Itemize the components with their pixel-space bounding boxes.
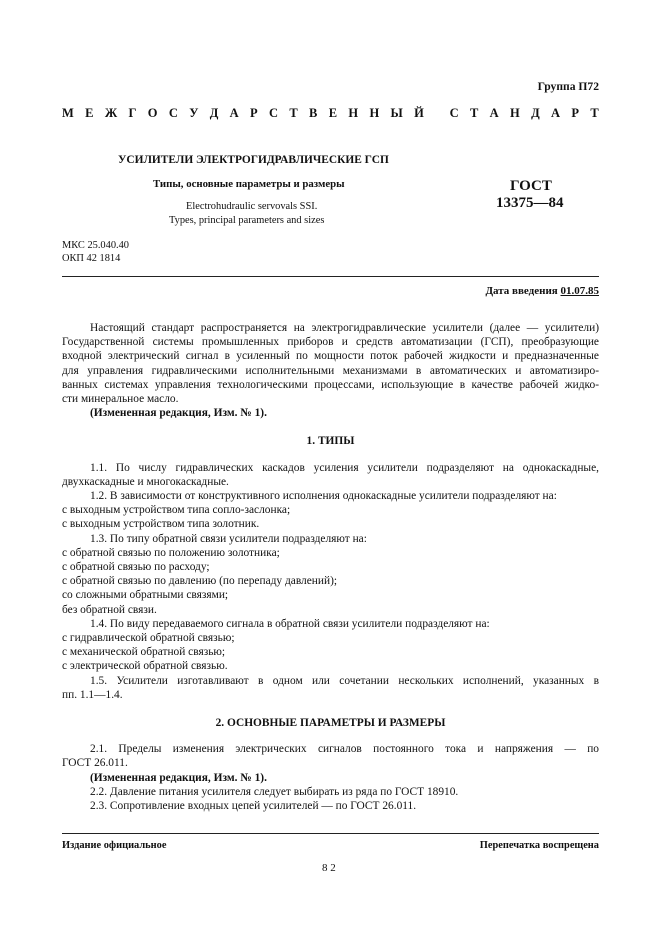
text-line: 2.3. Сопротивление входных цепей усилителей — по ГОСТ 26.011.	[90, 800, 417, 813]
text-line: 1.2. В зависимости от конструктивного исполнения однокаскадные усилители подразделяют на:	[90, 490, 557, 503]
text-line: пп. 1.1—1.4.	[62, 688, 123, 701]
header-divider	[62, 276, 599, 277]
list-item: с обратной связью по расходу;	[62, 561, 210, 574]
document-subtitle: Типы, основные параметры и размеры	[153, 178, 345, 190]
official-edition-note: Издание официальное	[62, 840, 167, 851]
amendment-note: (Измененная редакция, Изм. № 1).	[90, 771, 267, 784]
list-item: с электрической обратной связью.	[62, 660, 228, 673]
list-item: с выходным устройством типа золотник.	[62, 518, 260, 531]
reprint-prohibited-note: Перепечатка воспрещена	[479, 840, 599, 851]
word-gap	[435, 106, 438, 121]
amendment-note: (Измененная редакция, Изм. № 1).	[90, 407, 267, 420]
english-title-line: Electrohudraulic servovals SSI.	[186, 201, 318, 212]
standard-letter: Р	[571, 106, 580, 120]
standard-letter: М	[62, 106, 74, 120]
list-item: со сложными обратными связями;	[62, 589, 229, 602]
standard-letter: Н	[348, 106, 359, 120]
standard-letter: Ж	[104, 106, 118, 120]
standard-letter: А	[551, 106, 561, 120]
page-number: 8 2	[322, 862, 336, 874]
text-line: Государственной системы промышленных приборов и средств автоматизации (ГСП), преобразующие	[62, 336, 599, 349]
introduction-date	[485, 285, 599, 297]
standard-letter: О	[147, 106, 158, 120]
text-line: 2.2. Давление питания усилителя следует выбирать из ряда по ГОСТ 18910.	[90, 785, 459, 798]
standard-letter: Е	[328, 106, 338, 120]
standard-letter: Н	[369, 106, 380, 120]
standard-letter: С	[168, 106, 178, 120]
list-item: без обратной связи.	[62, 603, 157, 616]
standard-letter: Р	[250, 106, 258, 120]
text-line: 1.1. По числу гидравлических каскадов усиления усилители подразделяют на однокаскадные,	[90, 461, 599, 474]
standard-letter: Г	[128, 106, 137, 120]
introduction-date-value: 01.07.85	[560, 285, 599, 297]
standard-letter: Д	[531, 106, 540, 120]
standard-letter: Т	[469, 106, 479, 120]
standard-letter: Т	[289, 106, 298, 120]
list-item: с обратной связью по положению золотника;	[62, 546, 280, 559]
standard-letter: С	[269, 106, 279, 120]
standard-letter: А	[489, 106, 499, 120]
text-line: ГОСТ 26.011.	[62, 757, 128, 770]
list-item: с выходным устройством типа сопло-заслонка;	[62, 504, 291, 517]
mks-code: МКС 25.040.40	[62, 240, 130, 251]
footer-divider	[62, 833, 599, 834]
english-title-line: Types, principal parameters and sizes	[169, 215, 325, 226]
section-heading: 2. ОСНОВНЫЕ ПАРАМЕТРЫ И РАЗМЕРЫ	[215, 717, 446, 730]
text-line: входной электрический сигнал в усиленный по мощности поток рабочей жидкости и предназначенные	[62, 350, 599, 363]
standard-letter: А	[229, 106, 239, 120]
group-code: Группа П72	[537, 80, 599, 93]
gost-number: 13375—84	[496, 195, 564, 211]
text-line: двухкаскадные и многокаскадные.	[62, 475, 229, 488]
list-item: с механической обратной связью;	[62, 646, 226, 659]
standard-letter: Ы	[390, 106, 403, 120]
text-line: 2.1. Пределы изменения электрических сигналов постоянного тока и напряжения — по	[90, 743, 599, 756]
text-line: 1.3. По типу обратной связи усилители подразделяют на:	[90, 532, 367, 545]
document-body	[62, 321, 599, 813]
interstate-standard-heading	[62, 106, 599, 121]
standard-letter: Е	[85, 106, 94, 120]
standard-letter: У	[189, 106, 199, 120]
introduction-date-label: Дата введения	[485, 285, 558, 297]
text-line: для управления гидравлическими исполнительными механизмами в автоматических и автоматизиро-	[62, 364, 599, 377]
standard-letter: С	[449, 106, 459, 120]
list-item: с обратной связью по давлению (по перепаду давлений);	[62, 575, 338, 588]
section-heading: 1. ТИПЫ	[306, 435, 355, 448]
document-title: УСИЛИТЕЛИ ЭЛЕКТРОГИДРАВЛИЧЕСКИЕ ГСП	[118, 154, 389, 166]
standard-letter: Д	[209, 106, 219, 120]
text-line: сти минеральное масло.	[62, 393, 179, 406]
standard-letter: Й	[414, 106, 424, 120]
gost-label: ГОСТ	[510, 178, 552, 194]
text-line: ванных системах управления технологическими процессами, использующие в качестве рабочей жидко-	[62, 378, 599, 391]
text-line: 1.5. Усилители изготавливают в одном или сочетании нескольких исполнений, указанных в	[90, 674, 599, 687]
standard-letter: Т	[590, 106, 599, 120]
okp-code: ОКП 42 1814	[62, 253, 121, 264]
list-item: с гидравлической обратной связью;	[62, 632, 235, 645]
text-line: 1.4. По виду передаваемого сигнала в обратной связи усилители подразделяют на:	[90, 617, 490, 630]
text-line: Настоящий стандарт распространяется на электрогидравлические усилители (далее — усилители)	[90, 322, 599, 334]
standard-letter: Н	[510, 106, 520, 120]
standard-letter: В	[309, 106, 318, 120]
